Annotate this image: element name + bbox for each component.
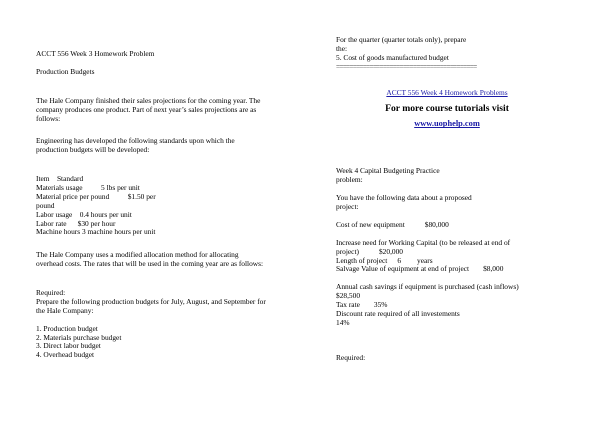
discount-value: 14%	[336, 317, 350, 327]
overhead-paragraph: The Hale Company uses a modified allocation method for allocating overhead costs. The rates that will be used in the coming year are as follows:	[36, 250, 264, 269]
standards-row: Material price per pound $1.50 per	[36, 191, 156, 201]
standards-row: Materials usage 5 lbs per unit	[36, 183, 140, 192]
discount-label: Discount rate required of all investements	[336, 308, 460, 318]
cost-row	[336, 221, 558, 230]
capital-budgeting-title: Week 4 Capital Budgeting Practice	[336, 166, 440, 176]
standards-row: pound	[36, 200, 55, 210]
week3-title: ACCT 556 Week 3 Homework Problem	[36, 49, 155, 58]
budget-list-item: 2. Materials purchase budget	[36, 332, 122, 342]
week4-homework-link[interactable]: ACCT 556 Week 4 Homework Problems	[386, 88, 508, 98]
data-intro: project:	[336, 202, 359, 212]
salvage-row	[336, 265, 558, 274]
uophelp-link[interactable]: www.uophelp.com	[414, 119, 480, 129]
budget-list-item: 1. Production budget	[36, 323, 98, 333]
data-intro: You have the following data about a proposed	[336, 193, 472, 203]
quarter-line: the:	[336, 43, 348, 53]
capital-budgeting-problem: problem:	[336, 175, 363, 185]
standards-header-standard: Standard	[56, 174, 84, 184]
cogm-budget-line: 5. Cost of goods manufactured budget	[336, 52, 449, 62]
production-budgets-heading: Production Budgets	[36, 66, 95, 76]
savings-value: $28,500	[336, 291, 361, 301]
right-column	[336, 36, 558, 363]
standards-row: Machine hours 3 machine hours per unit	[36, 227, 156, 237]
required-text: Prepare the following production budgets for July, August, and September for the Hale Company:	[36, 296, 266, 315]
cost-value: $80,000	[424, 219, 449, 229]
budget-list-item: 4. Overhead budget	[36, 350, 95, 360]
standards-row: Labor rate $30 per hour	[36, 218, 116, 228]
salvage-value: $8,000	[483, 264, 504, 274]
working-capital-line: Increase need for Working Capital (to be released at end of	[336, 237, 511, 247]
budget-list-item: 3. Direct labor budget	[36, 341, 101, 351]
tax-label: Tax rate	[336, 300, 360, 310]
length-unit: years	[417, 255, 433, 265]
quarter-line: For the quarter (quarter totals only), prepare	[336, 35, 467, 44]
required-label-right: Required:	[336, 352, 366, 362]
intro-paragraph: The Hale Company finished their sales projections for the coming year. The company produces one product. Part of next year’s sales projections are as follows:	[36, 95, 261, 123]
tax-value: 35%	[373, 300, 388, 310]
cost-label: Cost of new equipment	[336, 219, 405, 229]
left-column	[36, 50, 266, 360]
required-label: Required:	[36, 288, 66, 297]
length-label: Length of project	[336, 255, 388, 265]
engineering-paragraph: Engineering has developed the following standards upon which the production budgets will be developed:	[36, 136, 235, 155]
wc-label: project)	[336, 246, 359, 256]
divider-line: ==========================================	[336, 62, 477, 71]
promo-text: For more course tutorials visit	[385, 102, 509, 114]
savings-label: Annual cash savings if equipment is purchased (cash inflows)	[336, 282, 519, 292]
standards-header-item: Item	[36, 174, 50, 184]
length-value: 6	[397, 255, 402, 265]
wc-value: $20,000	[378, 246, 404, 256]
standards-row: Labor usage 0.4 hours per unit	[36, 209, 132, 219]
salvage-label: Salvage Value of equipment at end of project	[336, 264, 470, 274]
